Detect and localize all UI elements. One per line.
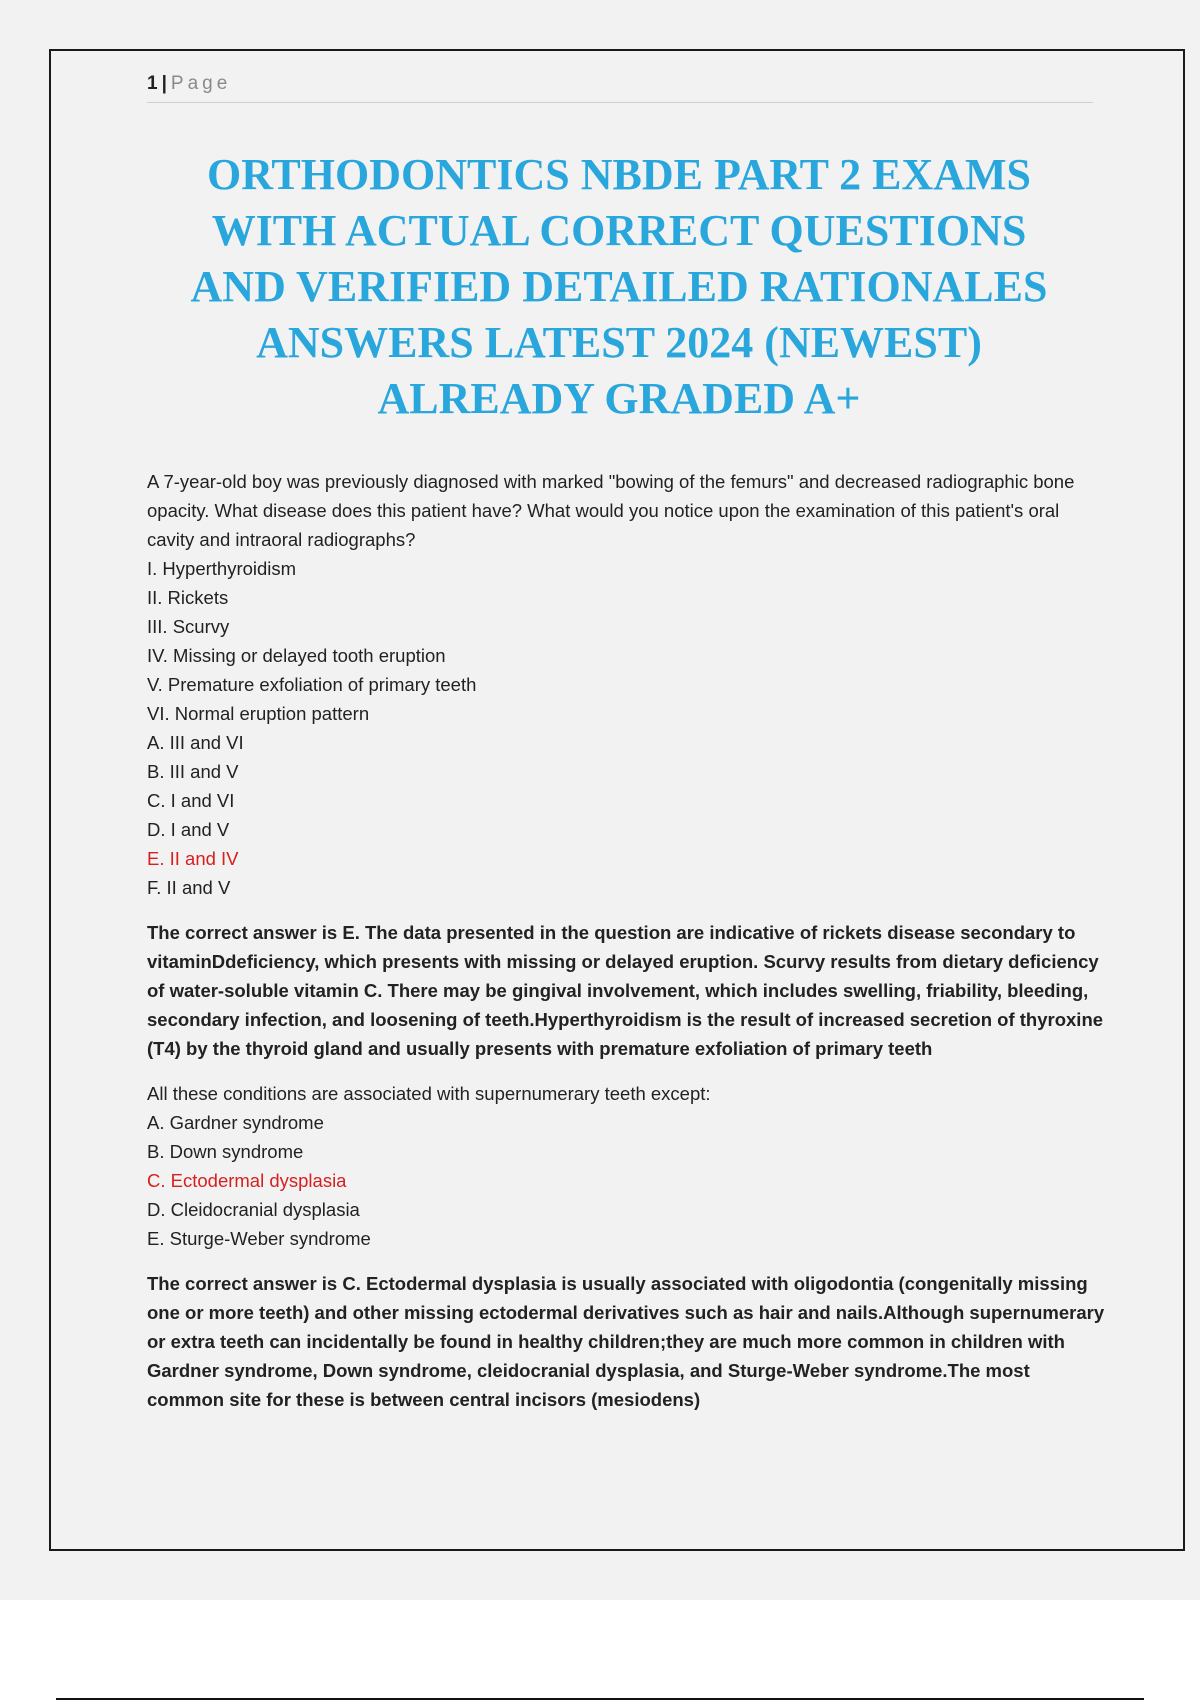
list-item: II. Rickets	[147, 587, 229, 608]
list-item: III. Scurvy	[147, 616, 230, 637]
list-item: VI. Normal eruption pattern	[147, 703, 370, 724]
question-1	[147, 467, 1107, 1063]
document-page	[49, 49, 1185, 1551]
answer-option: D. Cleidocranial dysplasia	[147, 1199, 360, 1220]
title-line: ANSWERS LATEST 2024 (NEWEST)	[256, 318, 982, 367]
rationale: The correct answer is E. The data presented in the question are indicative of rickets disease secondary to vitaminDdeficiency, which presents with missing or delayed eruption. Scurvy results from dietary deficiency of water-soluble vitamin C. There may be gingival involvement, which includes swelling, friability, bleeding, secondary infection, and loosening of teeth.Hyperthyroidism is the result of increased secretion of thyroxine (T4) by the thyroid gland and usually presents with premature exfoliation of primary teeth	[147, 922, 1104, 1059]
question-text: A 7-year-old boy was previously diagnosed with marked "bowing of the femurs" and decreased radiographic bone opacity. What disease does this patient have? What would you notice upon the examination of this patient's oral cavity and intraoral radiographs?	[147, 471, 1075, 550]
rationale: The correct answer is C. Ectodermal dysplasia is usually associated with oligodontia (congenitally missing one or more teeth) and other missing ectodermal derivatives such as hair and nails.Although supernumerary or extra teeth can incidentally be found in healthy children;they are much more common in children with Gardner syndrome, Down syndrome, cleidocranial dysplasia, and Sturge-Weber syndrome.The most common site for these is between central incisors (mesiodens)	[147, 1273, 1105, 1410]
title-line: WITH ACTUAL CORRECT QUESTIONS	[211, 206, 1027, 255]
title-line: ORTHODONTICS NBDE PART 2 EXAMS	[206, 150, 1032, 199]
answer-option: C. I and VI	[147, 790, 235, 811]
answer-option: B. Down syndrome	[147, 1141, 304, 1162]
question-text: All these conditions are associated with supernumerary teeth except:	[147, 1083, 711, 1104]
list-item: I. Hyperthyroidism	[147, 558, 297, 579]
document-title	[111, 147, 1127, 427]
page-label: Page	[170, 73, 232, 94]
answer-option: A. III and VI	[147, 732, 244, 753]
list-item: IV. Missing or delayed tooth eruption	[147, 645, 446, 666]
page-separator: |	[161, 73, 167, 94]
page-header	[147, 73, 1093, 103]
correct-answer-option: C. Ectodermal dysplasia	[147, 1170, 347, 1191]
answer-option: A. Gardner syndrome	[147, 1112, 324, 1133]
correct-answer-option: E. II and IV	[147, 848, 239, 869]
answer-option: E. Sturge-Weber syndrome	[147, 1228, 371, 1249]
page-number: 1	[147, 73, 158, 94]
answer-option: F. II and V	[147, 877, 231, 898]
title-line: AND VERIFIED DETAILED RATIONALES	[190, 262, 1048, 311]
list-item: V. Premature exfoliation of primary teeth	[147, 674, 477, 695]
document-body	[147, 467, 1107, 1430]
page-gap	[0, 1600, 1200, 1700]
answer-option: D. I and V	[147, 819, 230, 840]
answer-option: B. III and V	[147, 761, 239, 782]
title-line: ALREADY GRADED A+	[377, 374, 861, 423]
question-2	[147, 1079, 1107, 1414]
